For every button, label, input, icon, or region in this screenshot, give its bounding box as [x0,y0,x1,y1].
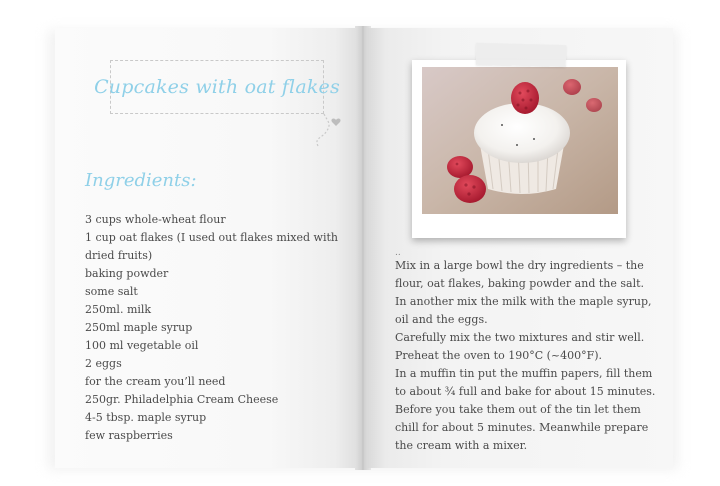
instruction-step: Mix in a large bowl the dry ingredients – the flour, oat flakes, baking powder and the salt. [395,259,645,290]
ingredient-item: few raspberries [85,429,173,442]
polaroid-photo-frame [412,60,626,238]
instruction-step: In a muffin tin put the muffin papers, fill them to about ¾ full and bake for about 15 minutes. [395,367,656,398]
heart-doodle-icon [310,112,350,152]
ingredient-item: 100 ml vegetable oil [85,339,199,352]
cupcake-photo [422,67,618,214]
recipe-title-box [94,60,340,114]
ingredient-item: 4-5 tbsp. maple syrup [85,411,207,424]
instructions [395,257,657,455]
ingredient-item: 250gr. Philadelphia Cream Cheese [85,393,279,406]
instruction-step: In another mix the milk with the maple syrup, oil and the eggs. [395,295,652,326]
ingredient-item: 2 eggs [85,357,122,370]
ingredient-item: for the cream you’ll need [85,375,226,388]
page-mark: .. [395,248,401,258]
tape-strip [476,43,567,67]
ingredient-item: 250ml. milk [85,303,152,316]
ingredient-item: some salt [85,285,138,298]
instruction-step: Carefully mix the two mixtures and stir well. Preheat the oven to 190°C (~400°F). [395,331,645,362]
ingredient-item: 3 cups whole-wheat flour [85,213,226,226]
recipe-title: Cupcakes with oat flakes [94,76,340,98]
right-page [367,28,673,468]
ingredients-heading: Ingredients: [85,170,197,191]
left-page [55,28,359,468]
instruction-step: Before you take them out of the tin let them chill for about 5 minutes. Meanwhile prepare the cream with a mixer. [395,403,649,452]
ingredient-item: 250ml maple syrup [85,321,193,334]
ingredient-item: baking powder [85,267,169,280]
ingredient-item: 1 cup oat flakes (I used out flakes mixed with dried fruits) [85,231,338,262]
ingredients-list [85,211,345,445]
